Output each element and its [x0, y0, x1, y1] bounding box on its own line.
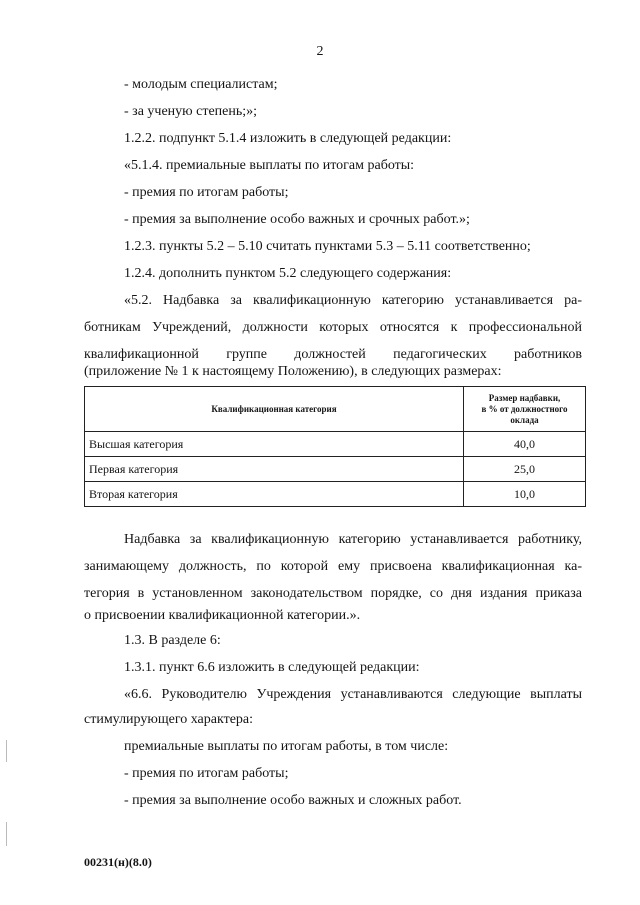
category-second: Вторая категория [85, 482, 464, 507]
header-allowance-line2: в % от должностного [481, 403, 568, 414]
category-allowance-table [84, 386, 586, 507]
table-header-row [85, 387, 586, 432]
clause-5-2-line2: ботникам Учреждений, должности которых относятся к профессиональной [84, 320, 582, 335]
clause-1-2-4: 1.2.4. дополнить пунктом 5.2 следующего содержания: [124, 266, 452, 281]
list-intro-bonuses: премиальные выплаты по итогам работы, в том числе: [124, 739, 449, 754]
table-row [85, 482, 586, 507]
clause-5-2-line3: квалификационной группе должностей педагогических работников [84, 347, 582, 362]
header-allowance-line1: Размер надбавки, [488, 392, 561, 403]
clause-5-2-line1: «5.2. Надбавка за квалификационную категорию устанавливается ра- [124, 293, 582, 308]
clause-5-2-line4: (приложение № 1 к настоящему Положению), в следующих размерах: [84, 364, 502, 379]
table-row [85, 432, 586, 457]
document-code: 00231(н)(8.0) [84, 855, 152, 869]
category-first: Первая категория [85, 457, 464, 482]
value-highest: 40,0 [464, 432, 586, 457]
category-highest: Высшая категория [85, 432, 464, 457]
list-item-bonus-complex: - премия за выполнение особо важных и сложных работ. [124, 793, 462, 808]
header-allowance [464, 387, 586, 432]
clause-6-6-line1: «6.6. Руководителю Учреждения устанавливаются следующие выплаты [124, 687, 582, 702]
value-second: 10,0 [464, 482, 586, 507]
header-allowance-line3: оклада [510, 414, 539, 425]
scan-margin-mark [6, 740, 7, 762]
list-item-academic-degree: - за ученую степень;»; [124, 104, 258, 119]
para-after-table-line2: занимающему должность, по которой ему присвоена квалификационная ка- [84, 559, 582, 574]
clause-1-3-1: 1.3.1. пункт 6.6 изложить в следующей редакции: [124, 660, 420, 675]
clause-1-3: 1.3. В разделе 6: [124, 633, 221, 648]
clause-6-6-line2: стимулирующего характера: [84, 712, 254, 727]
para-after-table-line4: о присвоении квалификационной категории.». [84, 608, 361, 623]
scan-margin-mark [6, 822, 7, 846]
clause-1-2-3: 1.2.3. пункты 5.2 – 5.10 считать пунктами 5.3 – 5.11 соответственно; [124, 239, 531, 254]
clause-1-2-2: 1.2.2. подпункт 5.1.4 изложить в следующей редакции: [124, 131, 452, 146]
value-first: 25,0 [464, 457, 586, 482]
para-after-table-line3: тегория в установленном законодательством порядке, со дня издания приказа [84, 586, 582, 601]
page-number: 2 [316, 44, 324, 59]
list-item-bonus-results-2: - премия по итогам работы; [124, 766, 289, 781]
header-category: Квалификационная категория [85, 387, 464, 432]
table-row [85, 457, 586, 482]
para-after-table-line1: Надбавка за квалификационную категорию устанавливается работнику, [124, 532, 582, 547]
list-item-bonus-results: - премия по итогам работы; [124, 185, 289, 200]
list-item-bonus-urgent: - премия за выполнение особо важных и срочных работ.»; [124, 212, 470, 227]
list-item-young-specialists: - молодым специалистам; [124, 77, 278, 92]
clause-5-1-4: «5.1.4. премиальные выплаты по итогам работы: [124, 158, 415, 173]
